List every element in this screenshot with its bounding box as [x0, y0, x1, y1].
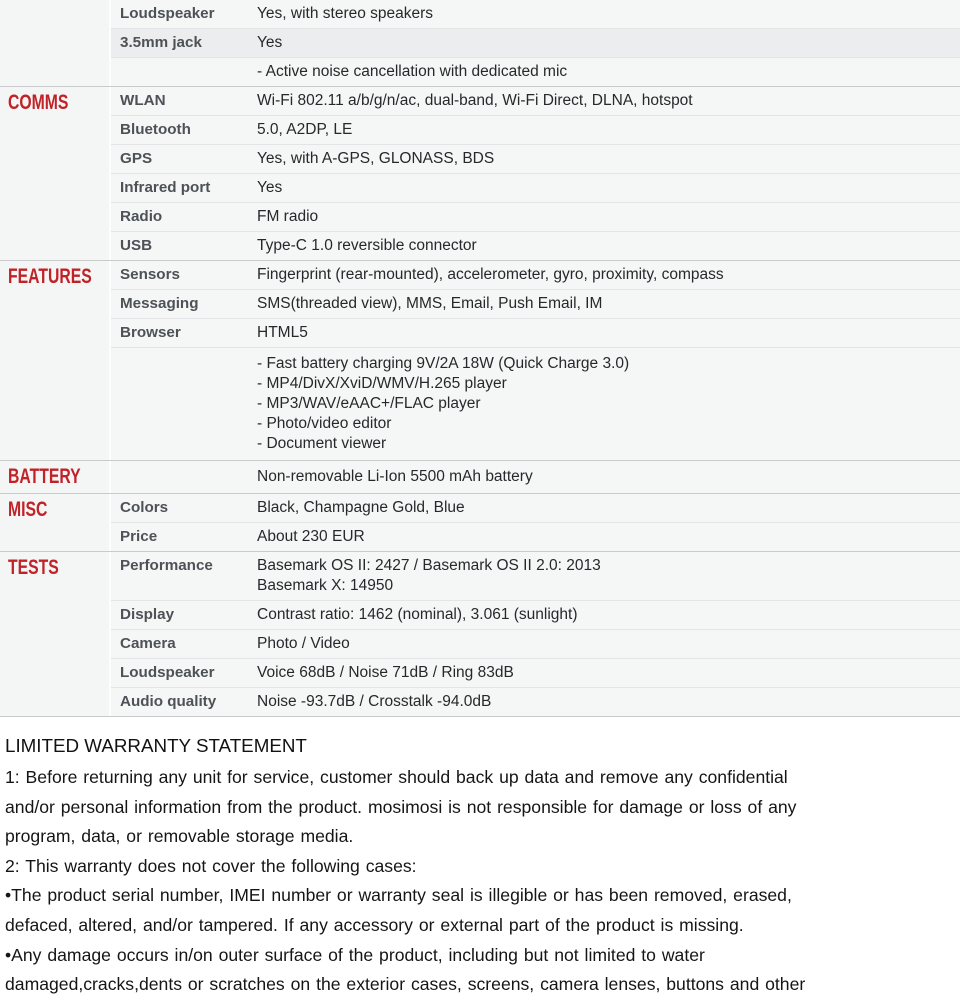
spec-value-line: - Active noise cancellation with dedicated mic [257, 63, 568, 80]
spec-row [111, 57, 960, 86]
spec-row-value [257, 232, 960, 260]
warranty-body [5, 763, 960, 1000]
spec-row-value [257, 461, 960, 493]
warranty-line: and/or personal information from the product. mosimosi is not responsible for damage or loss of any [5, 796, 797, 817]
warranty-line: •The product serial number, IMEI number or warranty seal is illegible or has been removed, erased, [5, 885, 792, 906]
spec-row-label [111, 461, 257, 493]
section-rows [111, 87, 960, 260]
spec-row [111, 261, 960, 289]
spec-row-label: WLAN [120, 92, 166, 109]
spec-row-label: Colors [120, 499, 169, 516]
spec-value-line: - MP4/DivX/XviD/WMV/H.265 player [257, 375, 507, 392]
section-category-label: FEATURES [8, 265, 92, 288]
section-rows [111, 552, 960, 716]
spec-value-line: Type-C 1.0 reversible connector [257, 237, 477, 254]
spec-row-label: Radio [120, 208, 163, 225]
spec-value-line: - Fast battery charging 9V/2A 18W (Quick Charge 3.0) [257, 355, 630, 372]
spec-row-label: Camera [120, 635, 176, 652]
spec-row [111, 687, 960, 716]
section-category-cell [0, 261, 111, 460]
spec-value-line: Yes, with stereo speakers [257, 5, 434, 22]
spec-value-line: Basemark X: 14950 [257, 577, 394, 594]
section-category-label: MISC [8, 498, 48, 521]
spec-value-line: HTML5 [257, 324, 308, 341]
spec-row-label: Loudspeaker [120, 664, 215, 681]
spec-row-label: 3.5mm jack [120, 34, 202, 51]
warranty-line: defaced, altered, and/or tampered. If any accessory or external part of the product is missing. [5, 914, 744, 935]
spec-row-label: Display [120, 606, 175, 623]
section-category-cell [0, 0, 111, 86]
spec-row-label: Loudspeaker [120, 5, 215, 22]
spec-row [111, 522, 960, 551]
warranty-line: 1: Before returning any unit for service, customer should back up data and remove any confidential [5, 767, 788, 787]
spec-value-line: Contrast ratio: 1462 (nominal), 3.061 (sunlight) [257, 606, 578, 623]
section-rows [111, 494, 960, 551]
warranty-line: damaged,cracks,dents or scratches on the exterior cases, screens, camera lenses, buttons and other [5, 974, 806, 995]
spec-section [0, 460, 960, 493]
warranty-line: •Any damage occurs in/on outer surface of the product, including but not limited to water [5, 944, 705, 965]
spec-row [111, 461, 960, 493]
spec-row [111, 115, 960, 144]
spec-value-line: Yes, with A-GPS, GLONASS, BDS [257, 150, 495, 167]
spec-row-label: Price [120, 528, 158, 545]
spec-row-value [257, 29, 960, 57]
spec-row-value [257, 552, 960, 600]
spec-row-label [111, 58, 257, 86]
section-category-cell [0, 494, 111, 551]
spec-value-line: Yes [257, 34, 283, 51]
spec-row [111, 28, 960, 57]
spec-row-value [257, 319, 960, 347]
section-category-label: BATTERY [8, 465, 81, 488]
spec-row-label: Infrared port [120, 179, 211, 196]
spec-section [0, 493, 960, 551]
spec-row-label: USB [120, 237, 153, 254]
spec-row [111, 658, 960, 687]
spec-value-line: - MP3/WAV/eAAC+/FLAC player [257, 395, 481, 412]
warranty-title: LIMITED WARRANTY STATEMENT [5, 735, 307, 756]
spec-row-value [257, 261, 960, 289]
spec-row-value [257, 116, 960, 144]
spec-row-label: Audio quality [120, 693, 217, 710]
spec-row-label: GPS [120, 150, 153, 167]
spec-value-line: Voice 68dB / Noise 71dB / Ring 83dB [257, 664, 514, 681]
section-category-cell [0, 87, 111, 260]
spec-row-value [257, 659, 960, 687]
spec-row-value [257, 523, 960, 551]
spec-row-value [257, 348, 960, 460]
spec-row-value [257, 0, 960, 28]
spec-row [111, 552, 960, 600]
spec-row [111, 289, 960, 318]
spec-row-label: Bluetooth [120, 121, 191, 138]
spec-row [111, 347, 960, 460]
section-rows [111, 461, 960, 493]
spec-value-line: FM radio [257, 208, 319, 225]
spec-value-line: - Photo/video editor [257, 415, 392, 432]
warranty-line: 2: This warranty does not cover the following cases: [5, 855, 417, 876]
spec-row-value [257, 688, 960, 716]
spec-value-line: Noise -93.7dB / Crosstalk -94.0dB [257, 693, 492, 710]
warranty-section [0, 717, 960, 1000]
spec-section [0, 86, 960, 260]
spec-row [111, 629, 960, 658]
spec-row [111, 600, 960, 629]
spec-row-value [257, 630, 960, 658]
spec-row-value [257, 601, 960, 629]
spec-value-line: About 230 EUR [257, 528, 365, 545]
spec-value-line: Fingerprint (rear-mounted), accelerometer, gyro, proximity, compass [257, 266, 724, 283]
spec-row-label: Messaging [120, 295, 199, 312]
spec-row-value [257, 58, 960, 86]
spec-row [111, 318, 960, 347]
spec-row [111, 0, 960, 28]
section-category-label: COMMS [8, 91, 69, 114]
section-rows [111, 0, 960, 86]
spec-value-line: Yes [257, 179, 283, 196]
section-category-label: TESTS [8, 556, 59, 579]
spec-section [0, 0, 960, 86]
spec-value-line: Black, Champagne Gold, Blue [257, 499, 465, 516]
spec-section [0, 260, 960, 460]
spec-row-label: Performance [120, 557, 213, 574]
spec-value-line: SMS(threaded view), MMS, Email, Push Email, IM [257, 295, 603, 312]
spec-value-line: - Document viewer [257, 435, 387, 452]
spec-value-line: Photo / Video [257, 635, 350, 652]
spec-value-line: Basemark OS II: 2427 / Basemark OS II 2.0: 2013 [257, 557, 601, 574]
spec-row-value [257, 174, 960, 202]
spec-row [111, 494, 960, 522]
spec-value-line: Wi-Fi 802.11 a/b/g/n/ac, dual-band, Wi-Fi Direct, DLNA, hotspot [257, 92, 693, 109]
spec-row [111, 231, 960, 260]
spec-row [111, 202, 960, 231]
section-rows [111, 261, 960, 460]
warranty-line: program, data, or removable storage media. [5, 826, 354, 847]
spec-section [0, 551, 960, 716]
spec-row-label: Browser [120, 324, 181, 341]
spec-value-line: 5.0, A2DP, LE [257, 121, 353, 138]
spec-value-line: Non-removable Li-Ion 5500 mAh battery [257, 468, 533, 485]
spec-row-value [257, 494, 960, 522]
spec-row-value [257, 290, 960, 318]
spec-row [111, 144, 960, 173]
spec-row-label: Sensors [120, 266, 180, 283]
spec-row-value [257, 203, 960, 231]
spec-row [111, 87, 960, 115]
spec-row-value [257, 87, 960, 115]
spec-row [111, 173, 960, 202]
section-category-cell [0, 461, 111, 493]
spec-row-value [257, 145, 960, 173]
section-category-cell [0, 552, 111, 716]
spec-row-label [111, 348, 257, 460]
